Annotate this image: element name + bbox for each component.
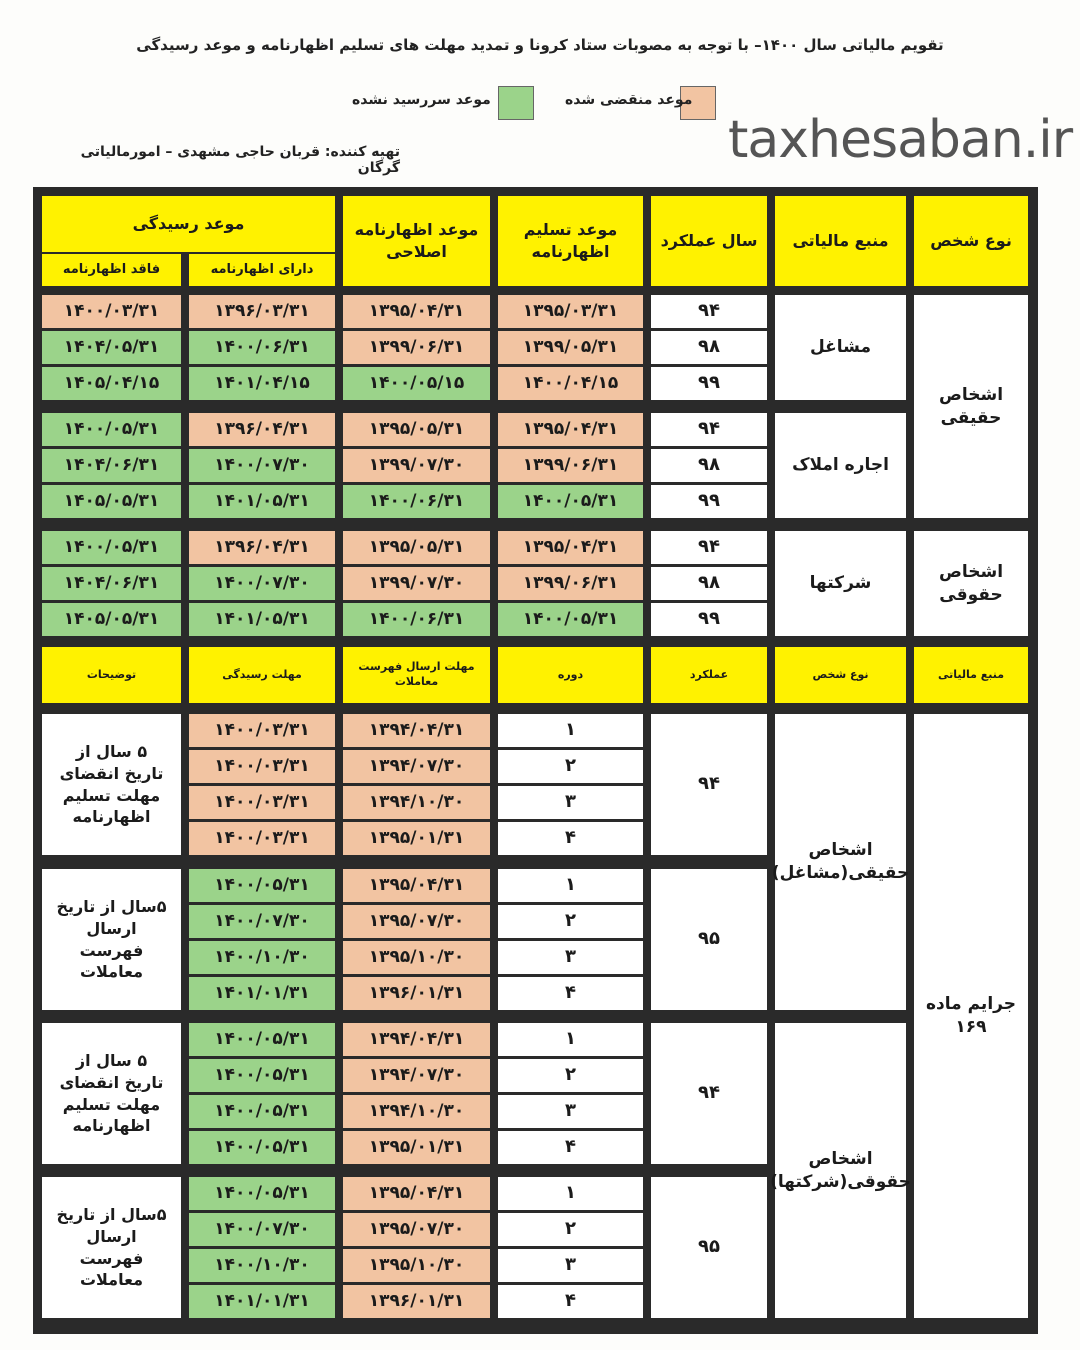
submit-date-cell: ۱۴۰۰/۰۴/۱۵ <box>498 367 643 400</box>
list-deadline-cell: ۱۳۹۵/۰۴/۳۱ <box>343 869 490 902</box>
audit-with-date-cell: ۱۴۰۱/۰۵/۳۱ <box>189 603 335 636</box>
list-deadline-cell: ۱۳۹۴/۰۴/۳۱ <box>343 714 490 747</box>
audit-with-date-cell: ۱۳۹۶/۰۴/۳۱ <box>189 531 335 564</box>
penalty-article-cell: جرایم ماده ۱۶۹ <box>914 714 1028 1318</box>
corrective-date-cell: ۱۳۹۹/۰۷/۳۰ <box>343 567 490 600</box>
list-deadline-cell: ۱۳۹۵/۰۷/۳۰ <box>343 905 490 938</box>
tax-source-cell: اجاره املاک <box>775 413 906 518</box>
period-cell: ۳ <box>498 1095 643 1128</box>
year-cell: ۹۴ <box>651 413 767 446</box>
audit-with-date-cell: ۱۴۰۱/۰۴/۱۵ <box>189 367 335 400</box>
period-cell: ۴ <box>498 822 643 855</box>
audit-with-date-cell: ۱۴۰۰/۰۷/۳۰ <box>189 449 335 482</box>
audit-deadline-cell: ۱۴۰۰/۰۷/۳۰ <box>189 905 335 938</box>
list-deadline-cell: ۱۳۹۵/۰۱/۳۱ <box>343 822 490 855</box>
header2-year: عملکرد <box>651 647 767 703</box>
period-cell: ۲ <box>498 1059 643 1092</box>
audit-deadline-cell: ۱۴۰۱/۰۱/۳۱ <box>189 977 335 1010</box>
audit-with-date-cell: ۱۴۰۱/۰۵/۳۱ <box>189 485 335 518</box>
year-cell: ۹۴ <box>651 295 767 328</box>
period-cell: ۴ <box>498 1285 643 1318</box>
corrective-date-cell: ۱۳۹۵/۰۵/۳۱ <box>343 531 490 564</box>
audit-without-date-cell: ۱۴۰۰/۰۵/۳۱ <box>42 413 181 446</box>
block-note-cell: ۵سال از تاریخ ارسال فهرست معاملات <box>42 1177 181 1318</box>
audit-without-date-cell: ۱۴۰۵/۰۴/۱۵ <box>42 367 181 400</box>
header2-audit-deadline: مهلت رسیدگی <box>189 647 335 703</box>
period-cell: ۳ <box>498 1249 643 1282</box>
audit-without-date-cell: ۱۴۰۵/۰۵/۳۱ <box>42 603 181 636</box>
submit-date-cell: ۱۴۰۰/۰۵/۳۱ <box>498 485 643 518</box>
year-cell: ۹۹ <box>651 485 767 518</box>
corrective-date-cell: ۱۴۰۰/۰۵/۱۵ <box>343 367 490 400</box>
audit-deadline-cell: ۱۴۰۱/۰۱/۳۱ <box>189 1285 335 1318</box>
watermark: taxhesaban.ir <box>728 110 1073 170</box>
submit-date-cell: ۱۳۹۵/۰۳/۳۱ <box>498 295 643 328</box>
year-cell: ۹۹ <box>651 367 767 400</box>
audit-deadline-cell: ۱۴۰۰/۰۳/۳۱ <box>189 750 335 783</box>
header2-period: دوره <box>498 647 643 703</box>
list-deadline-cell: ۱۳۹۵/۰۷/۳۰ <box>343 1213 490 1246</box>
period-cell: ۱ <box>498 869 643 902</box>
audit-without-date-cell: ۱۴۰۴/۰۶/۳۱ <box>42 567 181 600</box>
list-deadline-cell: ۱۳۹۶/۰۱/۳۱ <box>343 1285 490 1318</box>
list-deadline-cell: ۱۳۹۴/۰۷/۳۰ <box>343 750 490 783</box>
period-cell: ۱ <box>498 714 643 747</box>
audit-deadline-cell: ۱۴۰۰/۰۳/۳۱ <box>189 714 335 747</box>
submit-date-cell: ۱۳۹۹/۰۵/۳۱ <box>498 331 643 364</box>
legend-label-expired: موعد منقضی شده <box>565 92 693 108</box>
list-deadline-cell: ۱۳۹۴/۱۰/۳۰ <box>343 1095 490 1128</box>
period-cell: ۲ <box>498 1213 643 1246</box>
audit-with-date-cell: ۱۴۰۰/۰۷/۳۰ <box>189 567 335 600</box>
period-cell: ۲ <box>498 750 643 783</box>
audit-with-date-cell: ۱۳۹۶/۰۳/۳۱ <box>189 295 335 328</box>
header2-list-deadline: مهلت ارسال فهرست معاملات <box>343 647 490 703</box>
list-deadline-cell: ۱۳۹۵/۰۱/۳۱ <box>343 1131 490 1164</box>
audit-without-date-cell: ۱۴۰۰/۰۳/۳۱ <box>42 295 181 328</box>
audit-deadline-cell: ۱۴۰۰/۰۷/۳۰ <box>189 1213 335 1246</box>
year-cell: ۹۴ <box>651 531 767 564</box>
audit-with-date-cell: ۱۳۹۶/۰۴/۳۱ <box>189 413 335 446</box>
block-year-cell: ۹۵ <box>651 869 767 1010</box>
period-cell: ۱ <box>498 1023 643 1056</box>
audit-without-date-cell: ۱۴۰۴/۰۵/۳۱ <box>42 331 181 364</box>
header-corrective: موعد اظهارنامه اصلاحی <box>343 196 490 286</box>
block-year-cell: ۹۴ <box>651 714 767 855</box>
audit-without-date-cell: ۱۴۰۴/۰۶/۳۱ <box>42 449 181 482</box>
corrective-date-cell: ۱۴۰۰/۰۶/۳۱ <box>343 485 490 518</box>
block-year-cell: ۹۵ <box>651 1177 767 1318</box>
audit-deadline-cell: ۱۴۰۰/۰۵/۳۱ <box>189 1095 335 1128</box>
audit-deadline-cell: ۱۴۰۰/۱۰/۳۰ <box>189 941 335 974</box>
submit-date-cell: ۱۳۹۵/۰۴/۳۱ <box>498 413 643 446</box>
list-deadline-cell: ۱۳۹۴/۱۰/۳۰ <box>343 786 490 819</box>
year-cell: ۹۸ <box>651 567 767 600</box>
block-note-cell: ۵ سال از تاریخ انقضای مهلت تسلیم اظهارنامه <box>42 714 181 855</box>
list-deadline-cell: ۱۳۹۵/۱۰/۳۰ <box>343 1249 490 1282</box>
list-deadline-cell: ۱۳۹۴/۰۴/۳۱ <box>343 1023 490 1056</box>
audit-deadline-cell: ۱۴۰۰/۱۰/۳۰ <box>189 1249 335 1282</box>
submit-date-cell: ۱۳۹۹/۰۶/۳۱ <box>498 449 643 482</box>
corrective-date-cell: ۱۳۹۹/۰۶/۳۱ <box>343 331 490 364</box>
audit-without-date-cell: ۱۴۰۵/۰۵/۳۱ <box>42 485 181 518</box>
audit-deadline-cell: ۱۴۰۰/۰۵/۳۱ <box>189 1059 335 1092</box>
header2-tax-source: منبع مالیاتی <box>914 647 1028 703</box>
page-title: تقویم مالیاتی سال ۱۴۰۰– با توجه به مصوبات ستاد کرونا و تمدید مهلت های تسلیم اظهارنامه و موعد رسیدگی <box>136 36 944 54</box>
year-cell: ۹۸ <box>651 331 767 364</box>
audit-deadline-cell: ۱۴۰۰/۰۳/۳۱ <box>189 786 335 819</box>
period-cell: ۲ <box>498 905 643 938</box>
audit-without-date-cell: ۱۴۰۰/۰۵/۳۱ <box>42 531 181 564</box>
submit-date-cell: ۱۳۹۹/۰۶/۳۱ <box>498 567 643 600</box>
period-cell: ۱ <box>498 1177 643 1210</box>
tax-source-cell: مشاغل <box>775 295 906 400</box>
prepared-by: تهیه کننده: قربان حاجی مشهدی – امورمالیاتی گرگان <box>80 144 400 176</box>
header2-notes: توضیحات <box>42 647 181 703</box>
corrective-date-cell: ۱۳۹۹/۰۷/۳۰ <box>343 449 490 482</box>
audit-deadline-cell: ۱۴۰۰/۰۵/۳۱ <box>189 1177 335 1210</box>
person2-natural: اشخاص حقیقی(مشاغل) <box>775 714 906 1010</box>
header-audit-with: دارای اظهارنامه <box>189 254 335 286</box>
period-cell: ۳ <box>498 786 643 819</box>
header-submit: موعد تسلیم اظهارنامه <box>498 196 643 286</box>
submit-date-cell: ۱۴۰۰/۰۵/۳۱ <box>498 603 643 636</box>
header-year: سال عملکرد <box>651 196 767 286</box>
audit-deadline-cell: ۱۴۰۰/۰۵/۳۱ <box>189 869 335 902</box>
header-tax-source: منبع مالیاتی <box>775 196 906 286</box>
submit-date-cell: ۱۳۹۵/۰۴/۳۱ <box>498 531 643 564</box>
audit-deadline-cell: ۱۴۰۰/۰۳/۳۱ <box>189 822 335 855</box>
corrective-date-cell: ۱۴۰۰/۰۶/۳۱ <box>343 603 490 636</box>
period-cell: ۴ <box>498 977 643 1010</box>
corrective-date-cell: ۱۳۹۵/۰۴/۳۱ <box>343 295 490 328</box>
period-cell: ۳ <box>498 941 643 974</box>
list-deadline-cell: ۱۳۹۶/۰۱/۳۱ <box>343 977 490 1010</box>
year-cell: ۹۹ <box>651 603 767 636</box>
block-year-cell: ۹۴ <box>651 1023 767 1164</box>
header-audit: موعد رسیدگی <box>42 196 335 252</box>
list-deadline-cell: ۱۳۹۵/۰۴/۳۱ <box>343 1177 490 1210</box>
year-cell: ۹۸ <box>651 449 767 482</box>
header-person-type: نوع شخص <box>914 196 1028 286</box>
tax-source-cell: شرکتها <box>775 531 906 636</box>
person-legal: اشخاص حقوقی <box>914 531 1028 636</box>
legend-swatch-not-due <box>498 86 534 120</box>
audit-deadline-cell: ۱۴۰۰/۰۵/۳۱ <box>189 1023 335 1056</box>
period-cell: ۴ <box>498 1131 643 1164</box>
list-deadline-cell: ۱۳۹۴/۰۷/۳۰ <box>343 1059 490 1092</box>
audit-deadline-cell: ۱۴۰۰/۰۵/۳۱ <box>189 1131 335 1164</box>
list-deadline-cell: ۱۳۹۵/۱۰/۳۰ <box>343 941 490 974</box>
block-note-cell: ۵ سال از تاریخ انقضای مهلت تسلیم اظهارنامه <box>42 1023 181 1164</box>
block-note-cell: ۵سال از تاریخ ارسال فهرست معاملات <box>42 869 181 1010</box>
header-audit-without: فاقد اظهارنامه <box>42 254 181 286</box>
legend-label-not-due: موعد سررسید نشده <box>352 92 491 108</box>
person2-legal: اشخاص حقوقی(شرکتها) <box>775 1023 906 1318</box>
audit-with-date-cell: ۱۴۰۰/۰۶/۳۱ <box>189 331 335 364</box>
header2-person-type: نوع شخص <box>775 647 906 703</box>
person-natural: اشخاص حقیقی <box>914 295 1028 518</box>
corrective-date-cell: ۱۳۹۵/۰۵/۳۱ <box>343 413 490 446</box>
